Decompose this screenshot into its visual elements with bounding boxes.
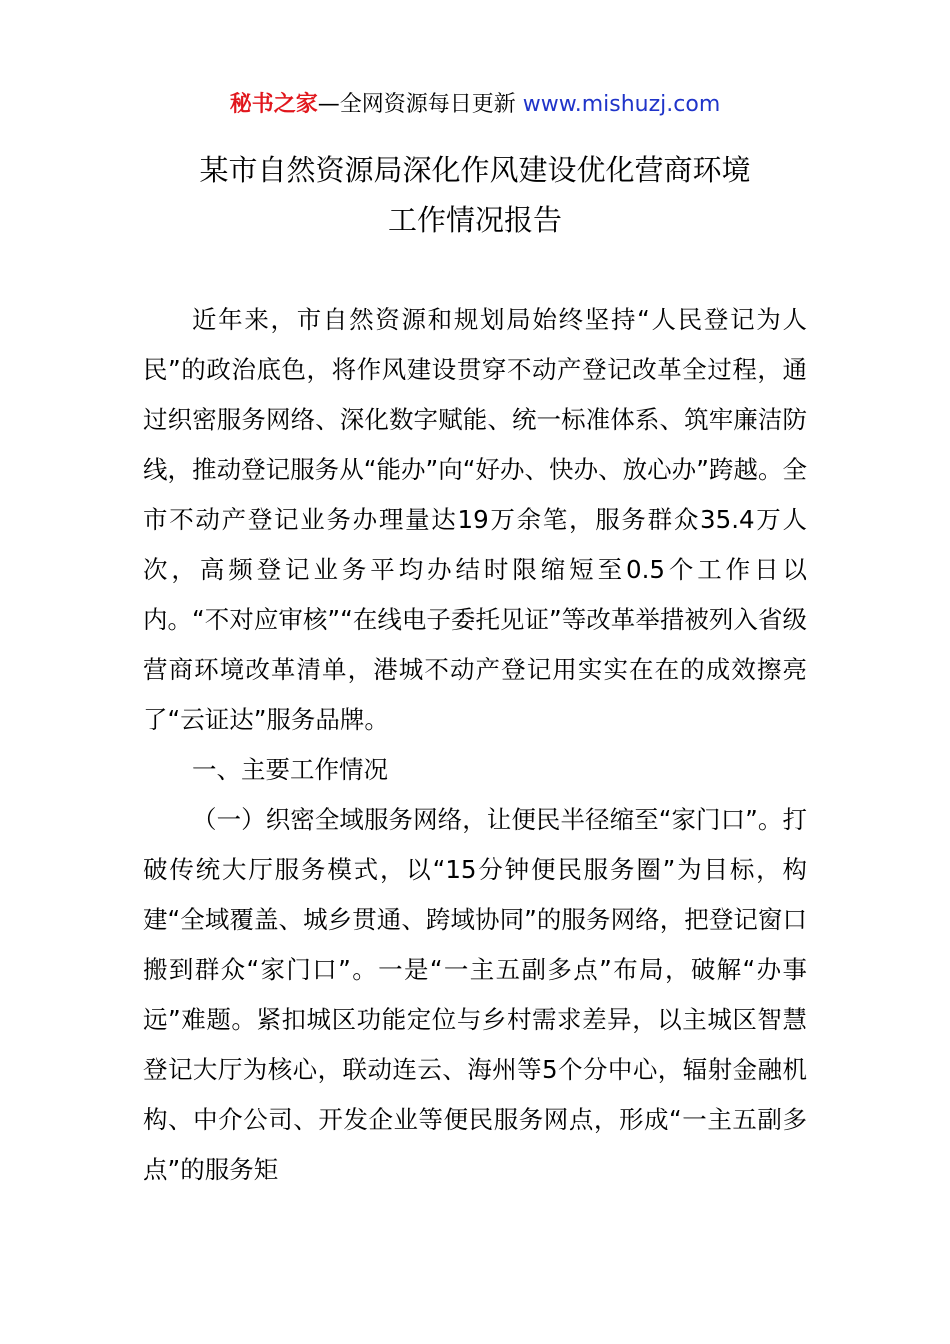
site-name: 秘书之家 [229, 92, 318, 117]
site-tagline: —全网资源每日更新 [317, 92, 523, 117]
document-title-line-2: 工作情况报告 [387, 203, 562, 237]
document-title-line-1: 某市自然资源局深化作风建设优化营商环境 [199, 153, 751, 187]
site-header [0, 88, 950, 122]
section-1-paragraph: （一）织密全域服务网络，让便民半径缩至“家门口”。打破传统大厅服务模式，以“15分钟便民服务圈”为目标，构建“全域覆盖、城乡贯通、跨域协同”的服务网络，把登记窗口搬到群众“家门口”。一是“一主五副多点”布局，破解“办事远”难题。紧扣城区功能定位与乡村需求差异，以主城区智慧登记大厅为核心，联动连云、海州等5个分中心，辐射金融机构、中介公司、开发企业等便民服务网点，形成“一主五副多点”的服务矩 [143, 805, 807, 1184]
section-1-heading: 一、主要工作情况 [192, 755, 388, 784]
site-url-link[interactable]: www.mishuzj.com [522, 92, 721, 117]
document-body [143, 295, 807, 1184]
intro-paragraph: 近年来，市自然资源和规划局始终坚持“人民登记为人民”的政治底色，将作风建设贯穿不动产登记改革全过程，通过织密服务网络、深化数字赋能、统一标准体系、筑牢廉洁防线，推动登记服务从“能办”向“好办、快办、放心办”跨越。全市不动产登记业务办理量达19万余笔，服务群众35.4万人次，高频登记业务平均办结时限缩短至0.5个工作日以内。“不对应审核”“在线电子委托见证”等改革举措被列入省级营商环境改革清单，港城不动产登记用实实在在的成效擦亮了“云证达”服务品牌。 [143, 305, 807, 734]
